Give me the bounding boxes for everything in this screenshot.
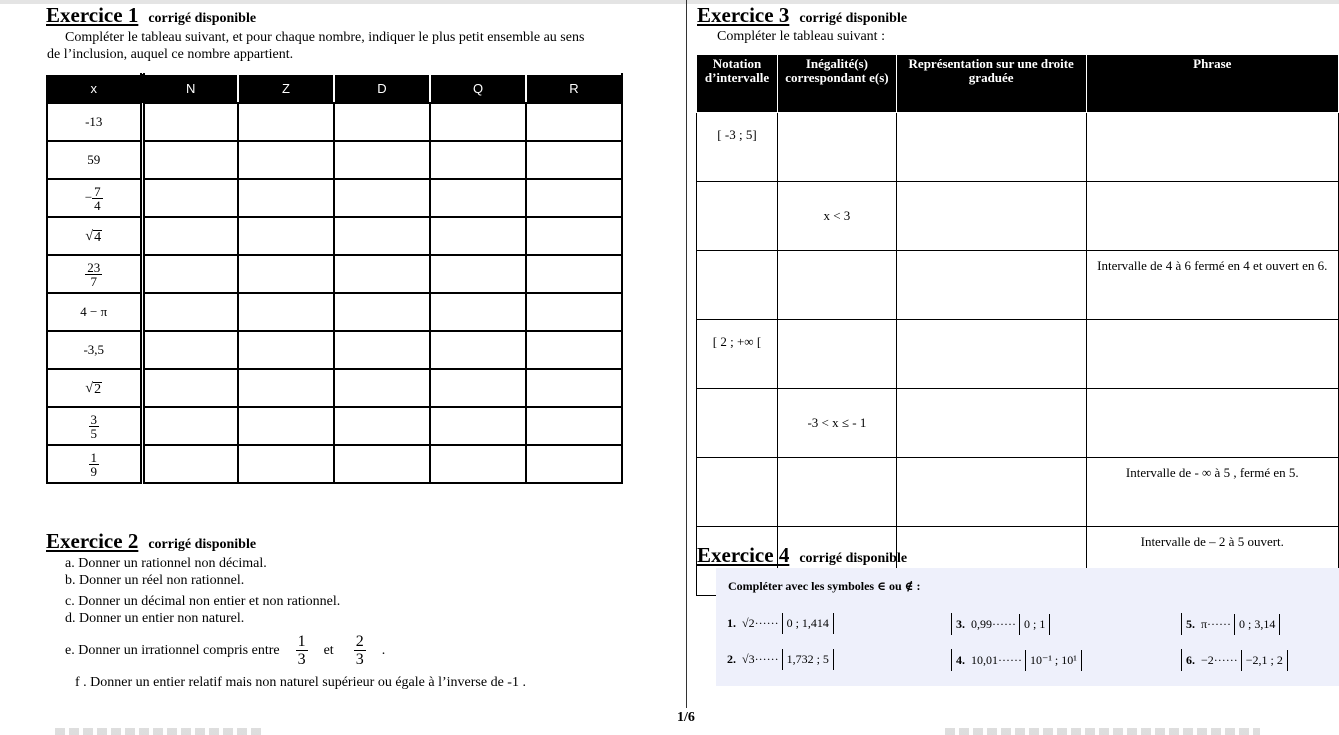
ex3-intro: Compléter le tableau suivant : bbox=[717, 29, 885, 44]
ex4-interval: 0 ; 1 bbox=[1019, 614, 1050, 635]
sqrt-symbol: √ bbox=[85, 380, 94, 396]
answer-cell[interactable] bbox=[238, 331, 334, 369]
table-row bbox=[47, 103, 622, 141]
ex2-frac-1 bbox=[296, 633, 308, 668]
ex4-heading bbox=[697, 543, 907, 568]
ex3-cell-phrase: Intervalle de 4 à 6 fermé en 4 et ouvert en 6. bbox=[1086, 251, 1338, 320]
ex1-table bbox=[46, 73, 623, 484]
ex4-item-divider bbox=[951, 613, 952, 635]
answer-cell[interactable] bbox=[334, 141, 430, 179]
answer-cell[interactable] bbox=[142, 179, 238, 217]
ex3-cell-notation[interactable] bbox=[697, 458, 778, 527]
ex1-intro-2: de l’inclusion, auquel ce nombre appartient. bbox=[47, 47, 294, 62]
ex1-tag: corrigé disponible bbox=[148, 11, 257, 26]
ex2-frac-1-num: 1 bbox=[297, 632, 306, 650]
table-row bbox=[47, 369, 622, 407]
number-text: 59 bbox=[87, 152, 101, 167]
ex4-title: Exercice 4 bbox=[697, 543, 790, 567]
ex2-and: et bbox=[323, 642, 334, 658]
ex3-cell-representation[interactable] bbox=[896, 320, 1086, 389]
ex3-cell-notation[interactable] bbox=[697, 389, 778, 458]
fraction-numerator: 23 bbox=[87, 259, 101, 275]
ex2-tag: corrigé disponible bbox=[148, 537, 257, 552]
ex4-item-divider bbox=[951, 649, 952, 671]
table-row bbox=[697, 182, 1339, 251]
ex1-number-cell bbox=[47, 179, 142, 217]
answer-cell[interactable] bbox=[430, 141, 526, 179]
ex4-item-expression: π······ bbox=[1201, 616, 1232, 631]
ex4-item-6 bbox=[1181, 649, 1288, 671]
ex3-cell-representation[interactable] bbox=[896, 113, 1086, 182]
ex3-cell-inequality: x < 3 bbox=[777, 182, 896, 251]
table-row bbox=[47, 141, 622, 179]
fraction-denominator: 4 bbox=[94, 197, 101, 213]
answer-cell[interactable] bbox=[334, 407, 430, 445]
ex1-header-x: x bbox=[47, 74, 142, 103]
answer-cell[interactable] bbox=[526, 217, 622, 255]
ex2-item-e-end: . bbox=[381, 642, 386, 658]
ex1-header-q: Q bbox=[430, 74, 526, 103]
answer-cell[interactable] bbox=[142, 407, 238, 445]
ex1-number-cell bbox=[47, 331, 142, 369]
answer-cell[interactable] bbox=[238, 293, 334, 331]
ex4-interval: 1,732 ; 5 bbox=[782, 649, 834, 670]
ex1-title: Exercice 1 bbox=[46, 3, 139, 27]
table-row bbox=[697, 113, 1339, 182]
fraction-numerator: 1 bbox=[90, 449, 97, 465]
answer-cell[interactable] bbox=[142, 445, 238, 483]
table-row bbox=[697, 389, 1339, 458]
number-text: -3,5 bbox=[83, 342, 105, 357]
answer-cell[interactable] bbox=[526, 407, 622, 445]
ex4-interval: 0 ; 1,414 bbox=[782, 613, 834, 634]
sqrt-symbol: √ bbox=[85, 228, 94, 244]
answer-cell[interactable] bbox=[526, 179, 622, 217]
number-text: 4 − π bbox=[80, 304, 108, 319]
ex1-header-d: D bbox=[334, 74, 430, 103]
answer-cell[interactable] bbox=[142, 255, 238, 293]
footer-left bbox=[55, 728, 265, 735]
ex1-heading bbox=[46, 3, 256, 28]
table-row bbox=[47, 293, 622, 331]
table-row bbox=[47, 217, 622, 255]
ex3-cell-representation[interactable] bbox=[896, 389, 1086, 458]
fraction bbox=[92, 185, 103, 212]
answer-cell[interactable] bbox=[142, 293, 238, 331]
ex4-intro: Compléter avec les symboles ∈ ou ∉ : bbox=[728, 579, 921, 593]
fraction-numerator: 7 bbox=[94, 183, 101, 199]
ex4-item-divider bbox=[1181, 649, 1182, 671]
ex4-item-divider bbox=[1181, 613, 1182, 635]
footer-right bbox=[945, 728, 1260, 735]
page-number: 1/6 bbox=[677, 710, 695, 725]
answer-cell[interactable] bbox=[430, 407, 526, 445]
ex3-cell-representation[interactable] bbox=[896, 458, 1086, 527]
table-row bbox=[47, 407, 622, 445]
answer-cell[interactable] bbox=[430, 179, 526, 217]
answer-cell[interactable] bbox=[334, 255, 430, 293]
ex2-frac-1-den: 3 bbox=[297, 650, 306, 668]
answer-cell[interactable] bbox=[334, 179, 430, 217]
fraction bbox=[89, 451, 100, 478]
answer-cell[interactable] bbox=[526, 255, 622, 293]
answer-cell[interactable] bbox=[526, 331, 622, 369]
ex2-item-a: a. Donner un rationnel non décimal. bbox=[65, 556, 267, 571]
ex4-item-number: 4. bbox=[956, 652, 965, 667]
ex1-number-cell bbox=[47, 293, 142, 331]
ex2-item-b: b. Donner un réel non rationnel. bbox=[65, 573, 245, 588]
answer-cell[interactable] bbox=[430, 445, 526, 483]
ex3-cell-phrase: Intervalle de – 2 à 5 ouvert. bbox=[1086, 527, 1338, 596]
ex4-item-expression: 10,01······ bbox=[971, 652, 1022, 667]
ex3-header-notation: Notation d’intervalle bbox=[697, 55, 778, 113]
ex1-number-cell bbox=[47, 141, 142, 179]
ex4-interval: −2,1 ; 2 bbox=[1241, 650, 1288, 671]
ex3-cell-phrase[interactable] bbox=[1086, 320, 1338, 389]
fraction-denominator: 9 bbox=[90, 463, 97, 479]
number-text: -13 bbox=[85, 114, 103, 129]
answer-cell[interactable] bbox=[334, 293, 430, 331]
ex3-cell-phrase[interactable] bbox=[1086, 113, 1338, 182]
ex2-item-c: c. Donner un décimal non entier et non rationnel. bbox=[65, 594, 341, 609]
ex3-table bbox=[696, 54, 1339, 596]
answer-cell[interactable] bbox=[334, 445, 430, 483]
table-row bbox=[47, 255, 622, 293]
answer-cell[interactable] bbox=[238, 255, 334, 293]
ex4-item-expression: −2······ bbox=[1201, 652, 1238, 667]
ex3-cell-inequality: -3 < x ≤ - 1 bbox=[777, 389, 896, 458]
answer-cell[interactable] bbox=[238, 179, 334, 217]
answer-cell[interactable] bbox=[238, 103, 334, 141]
ex3-cell-phrase[interactable] bbox=[1086, 182, 1338, 251]
answer-cell[interactable] bbox=[334, 103, 430, 141]
fraction-denominator: 7 bbox=[90, 273, 97, 289]
ex1-number-cell bbox=[47, 407, 142, 445]
answer-cell[interactable] bbox=[430, 255, 526, 293]
table-row bbox=[697, 251, 1339, 320]
answer-cell[interactable] bbox=[334, 369, 430, 407]
answer-cell[interactable] bbox=[238, 141, 334, 179]
ex1-number-cell bbox=[47, 255, 142, 293]
ex4-interval: 0 ; 3,14 bbox=[1234, 614, 1280, 635]
ex4-item-3 bbox=[951, 613, 1050, 635]
sqrt-radicand: 4 bbox=[94, 229, 102, 245]
ex4-item-expression: √2······ bbox=[742, 616, 779, 630]
ex3-title: Exercice 3 bbox=[697, 3, 790, 27]
ex2-title: Exercice 2 bbox=[46, 529, 139, 553]
ex3-header-representation: Représentation sur une droite graduée bbox=[896, 55, 1086, 113]
fraction bbox=[89, 413, 100, 440]
fraction-denominator: 5 bbox=[90, 425, 97, 441]
fraction-sign: − bbox=[84, 188, 93, 204]
table-row bbox=[697, 458, 1339, 527]
ex4-item-expression: √3······ bbox=[742, 652, 779, 666]
ex4-interval: 10⁻¹ ; 10¹ bbox=[1025, 650, 1082, 671]
ex4-item-4 bbox=[951, 649, 1082, 671]
answer-cell[interactable] bbox=[430, 331, 526, 369]
ex4-item-number: 3. bbox=[956, 616, 965, 631]
ex2-frac-2 bbox=[354, 633, 366, 668]
ex3-tag: corrigé disponible bbox=[799, 11, 908, 26]
ex3-cell-inequality[interactable] bbox=[777, 113, 896, 182]
ex4-item-expression: 0,99······ bbox=[971, 616, 1016, 631]
answer-cell[interactable] bbox=[526, 141, 622, 179]
column-divider bbox=[686, 0, 687, 708]
ex2-item-f: f . Donner un entier relatif mais non naturel supérieur ou égale à l’inverse de -1 . bbox=[75, 675, 526, 690]
ex2-frac-2-num: 2 bbox=[355, 632, 364, 650]
answer-cell[interactable] bbox=[238, 407, 334, 445]
answer-cell[interactable] bbox=[238, 445, 334, 483]
answer-cell[interactable] bbox=[238, 217, 334, 255]
ex4-item-2 bbox=[727, 649, 834, 670]
ex1-number-cell bbox=[47, 445, 142, 483]
answer-cell[interactable] bbox=[430, 369, 526, 407]
ex3-cell-notation[interactable] bbox=[697, 182, 778, 251]
answer-cell[interactable] bbox=[526, 293, 622, 331]
ex4-item-5 bbox=[1181, 613, 1280, 635]
answer-cell[interactable] bbox=[334, 331, 430, 369]
answer-cell[interactable] bbox=[526, 103, 622, 141]
ex3-cell-phrase[interactable] bbox=[1086, 389, 1338, 458]
answer-cell[interactable] bbox=[142, 331, 238, 369]
ex3-cell-representation[interactable] bbox=[896, 182, 1086, 251]
ex4-item-number: 1. bbox=[727, 616, 736, 630]
ex3-cell-inequality[interactable] bbox=[777, 320, 896, 389]
answer-cell[interactable] bbox=[430, 217, 526, 255]
fraction-numerator: 3 bbox=[90, 411, 97, 427]
answer-cell[interactable] bbox=[526, 445, 622, 483]
answer-cell[interactable] bbox=[238, 369, 334, 407]
table-row bbox=[47, 445, 622, 483]
ex3-header-inequality: Inégalité(s) correspondant e(s) bbox=[777, 55, 896, 113]
table-row bbox=[47, 179, 622, 217]
table-row bbox=[697, 320, 1339, 389]
ex2-item-d: d. Donner un entier non naturel. bbox=[65, 611, 245, 626]
answer-cell[interactable] bbox=[142, 369, 238, 407]
ex4-item-number: 6. bbox=[1186, 652, 1195, 667]
ex2-heading bbox=[46, 529, 256, 554]
fraction bbox=[85, 261, 102, 288]
table-row bbox=[47, 331, 622, 369]
ex4-item-1 bbox=[727, 613, 834, 634]
ex1-number-cell bbox=[47, 369, 142, 407]
ex4-item-number: 5. bbox=[1186, 616, 1195, 631]
ex3-heading bbox=[697, 3, 907, 28]
ex4-tag: corrigé disponible bbox=[799, 551, 908, 566]
ex1-header-n: N bbox=[142, 74, 238, 103]
square-root bbox=[85, 381, 102, 397]
answer-cell[interactable] bbox=[334, 217, 430, 255]
ex3-cell-phrase: Intervalle de - ∞ à 5 , fermé en 5. bbox=[1086, 458, 1338, 527]
ex3-cell-notation[interactable] bbox=[697, 251, 778, 320]
ex1-number-cell bbox=[47, 103, 142, 141]
ex3-cell-notation: [ -3 ; 5] bbox=[697, 113, 778, 182]
ex2-frac-2-den: 3 bbox=[355, 650, 364, 668]
ex3-cell-representation[interactable] bbox=[896, 251, 1086, 320]
ex1-intro-1: Compléter le tableau suivant, et pour chaque nombre, indiquer le plus petit ensemble au sens bbox=[65, 30, 585, 45]
ex2-item-e bbox=[65, 628, 385, 672]
ex4-item-number: 2. bbox=[727, 652, 736, 666]
ex3-header-phrase: Phrase bbox=[1086, 55, 1338, 113]
ex1-number-cell bbox=[47, 217, 142, 255]
ex1-header-z: Z bbox=[238, 74, 334, 103]
ex2-item-e-text: e. Donner un irrationnel compris entre bbox=[65, 642, 280, 658]
square-root bbox=[85, 229, 102, 245]
sqrt-radicand: 2 bbox=[94, 381, 102, 397]
answer-cell[interactable] bbox=[142, 141, 238, 179]
ex1-header-r: R bbox=[526, 74, 622, 103]
ex3-cell-inequality[interactable] bbox=[777, 251, 896, 320]
answer-cell[interactable] bbox=[430, 103, 526, 141]
ex3-cell-notation: [ 2 ; +∞ [ bbox=[697, 320, 778, 389]
answer-cell[interactable] bbox=[142, 103, 238, 141]
answer-cell[interactable] bbox=[142, 217, 238, 255]
answer-cell[interactable] bbox=[526, 369, 622, 407]
answer-cell[interactable] bbox=[430, 293, 526, 331]
ex3-cell-inequality[interactable] bbox=[777, 458, 896, 527]
